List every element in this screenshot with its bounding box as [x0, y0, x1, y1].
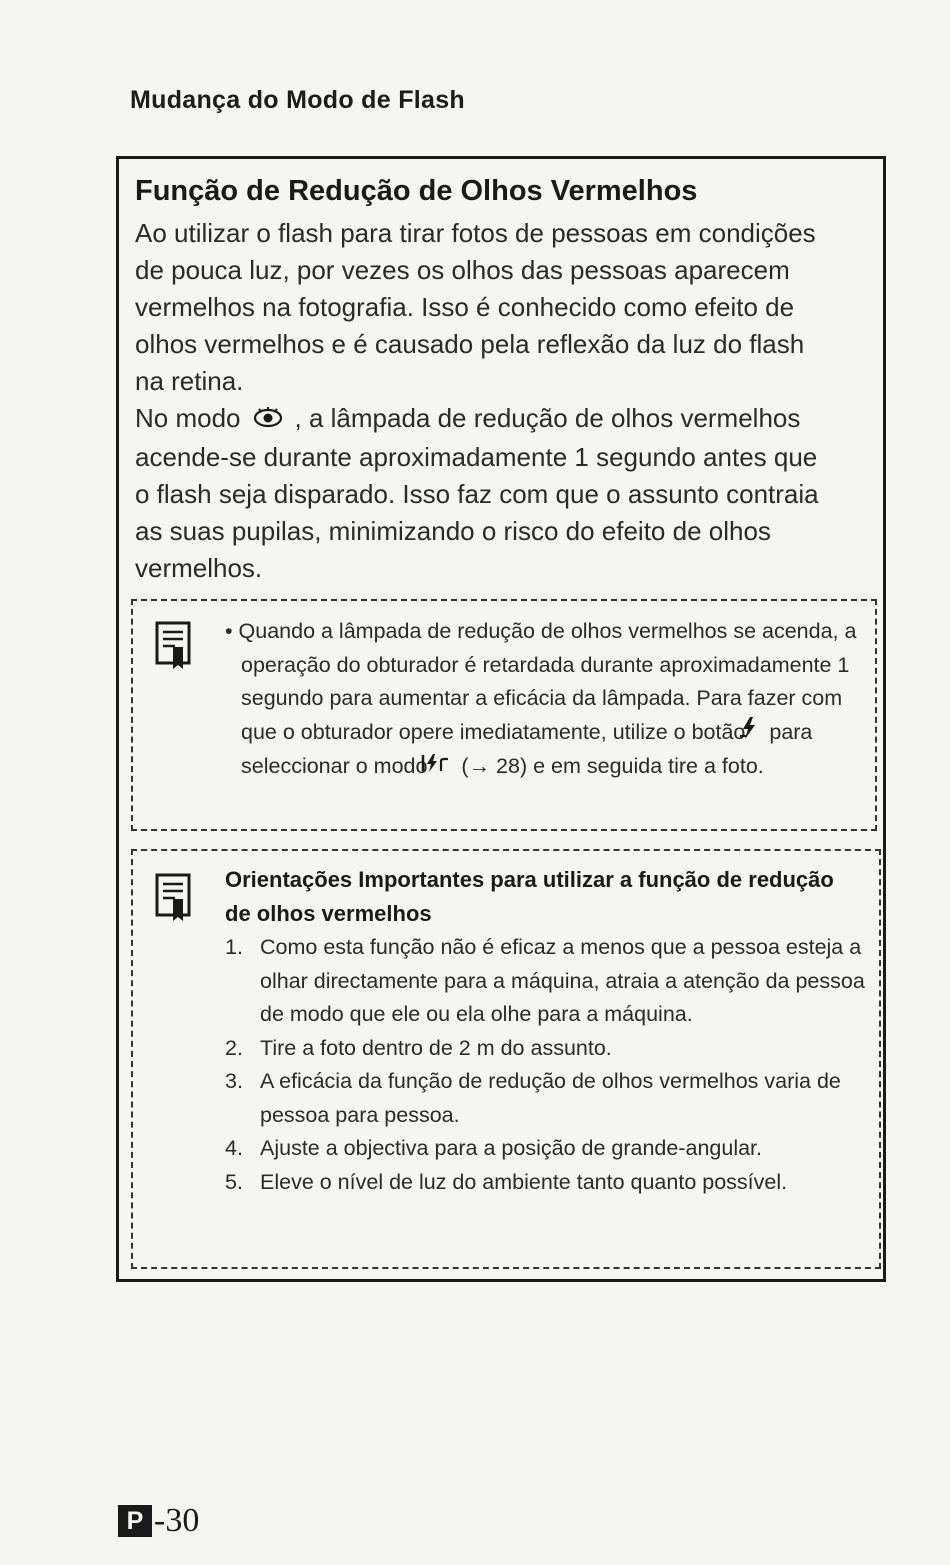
section-paragraph-2	[135, 400, 835, 587]
list-item	[225, 931, 870, 1032]
page-section-badge: P	[118, 1505, 152, 1537]
list-item-number: 1.	[225, 935, 243, 959]
list-item	[225, 1132, 870, 1166]
memo-icon	[155, 873, 193, 928]
list-item-text: Tire a foto dentro de 2 m do assunto.	[260, 1035, 612, 1060]
note-1-bullet-item	[225, 615, 865, 784]
list-item	[225, 1032, 870, 1066]
note-2-list	[225, 931, 870, 1199]
note-box-1	[131, 599, 877, 831]
paragraph-2-lead: No modo	[135, 403, 241, 433]
note-1-text	[225, 615, 865, 784]
note-1-main-text: Quando a lâmpada de redução de olhos vermelhos se acenda, a operação do obturador é retardada durante aproximadamente 1 segundo para aumentar a eficácia da lâmpada. Para fazer com que o obturador opere imediatamente, utilize o botão	[238, 619, 857, 744]
bullet: •	[225, 619, 233, 643]
section-paragraph-1: Ao utilizar o flash para tirar fotos de pessoas em condições de pouca luz, por vezes os olhos das pessoas aparecem vermelhos na fotografia. Isso é conhecido como efeito de olhos vermelhos e é causado pela reflexão da luz do flash na retina.	[135, 218, 816, 396]
page-header: Mudança do Modo de Flash	[130, 86, 465, 114]
list-item	[225, 1065, 870, 1132]
red-eye-section-box	[116, 156, 886, 1282]
note-2-title: Orientações Importantes para utilizar a função de redução de olhos vermelhos	[225, 867, 834, 926]
list-item-number: 4.	[225, 1136, 243, 1160]
note-1-text-after-mode: (→ 28) e em seguida tire a foto.	[461, 754, 764, 779]
page-number-text: -30	[154, 1502, 200, 1539]
list-item-number: 5.	[225, 1169, 243, 1194]
list-item-number: 3.	[225, 1069, 243, 1093]
memo-icon	[155, 621, 193, 676]
paragraph-2-rest: , a lâmpada de redução de olhos vermelhos acende-se durante aproximadamente 1 segundo antes que o flash seja disparado. Isso faz com que o assunto contraia as suas pupilas, minimizando o risco do efeito de olhos vermelhos.	[135, 403, 819, 583]
list-item-number: 2.	[225, 1035, 243, 1060]
section-body	[135, 215, 835, 587]
page-number	[118, 1502, 199, 1540]
flash-button-icon	[755, 716, 759, 751]
flash-on-icon	[437, 751, 451, 785]
list-item	[225, 1166, 870, 1200]
red-eye-mode-icon	[253, 402, 283, 439]
list-item-text: Eleve o nível de luz do ambiente tanto quanto possível.	[260, 1169, 788, 1194]
section-title: Função de Redução de Olhos Vermelhos	[135, 175, 698, 207]
note-box-2	[131, 849, 881, 1269]
note-1-text-after-button: para seleccionar o modo	[241, 719, 813, 779]
list-item-text: Ajuste a objectiva para a posição de grande-angular.	[260, 1136, 763, 1160]
list-item-text: A eficácia da função de redução de olhos vermelhos varia de pessoa para pessoa.	[260, 1069, 841, 1127]
list-item-text: Como esta função não é eficaz a menos que a pessoa esteja a olhar directamente para a máquina, atraia a atenção da pessoa de modo que ele ou ela olhe para a máquina.	[260, 935, 865, 1026]
